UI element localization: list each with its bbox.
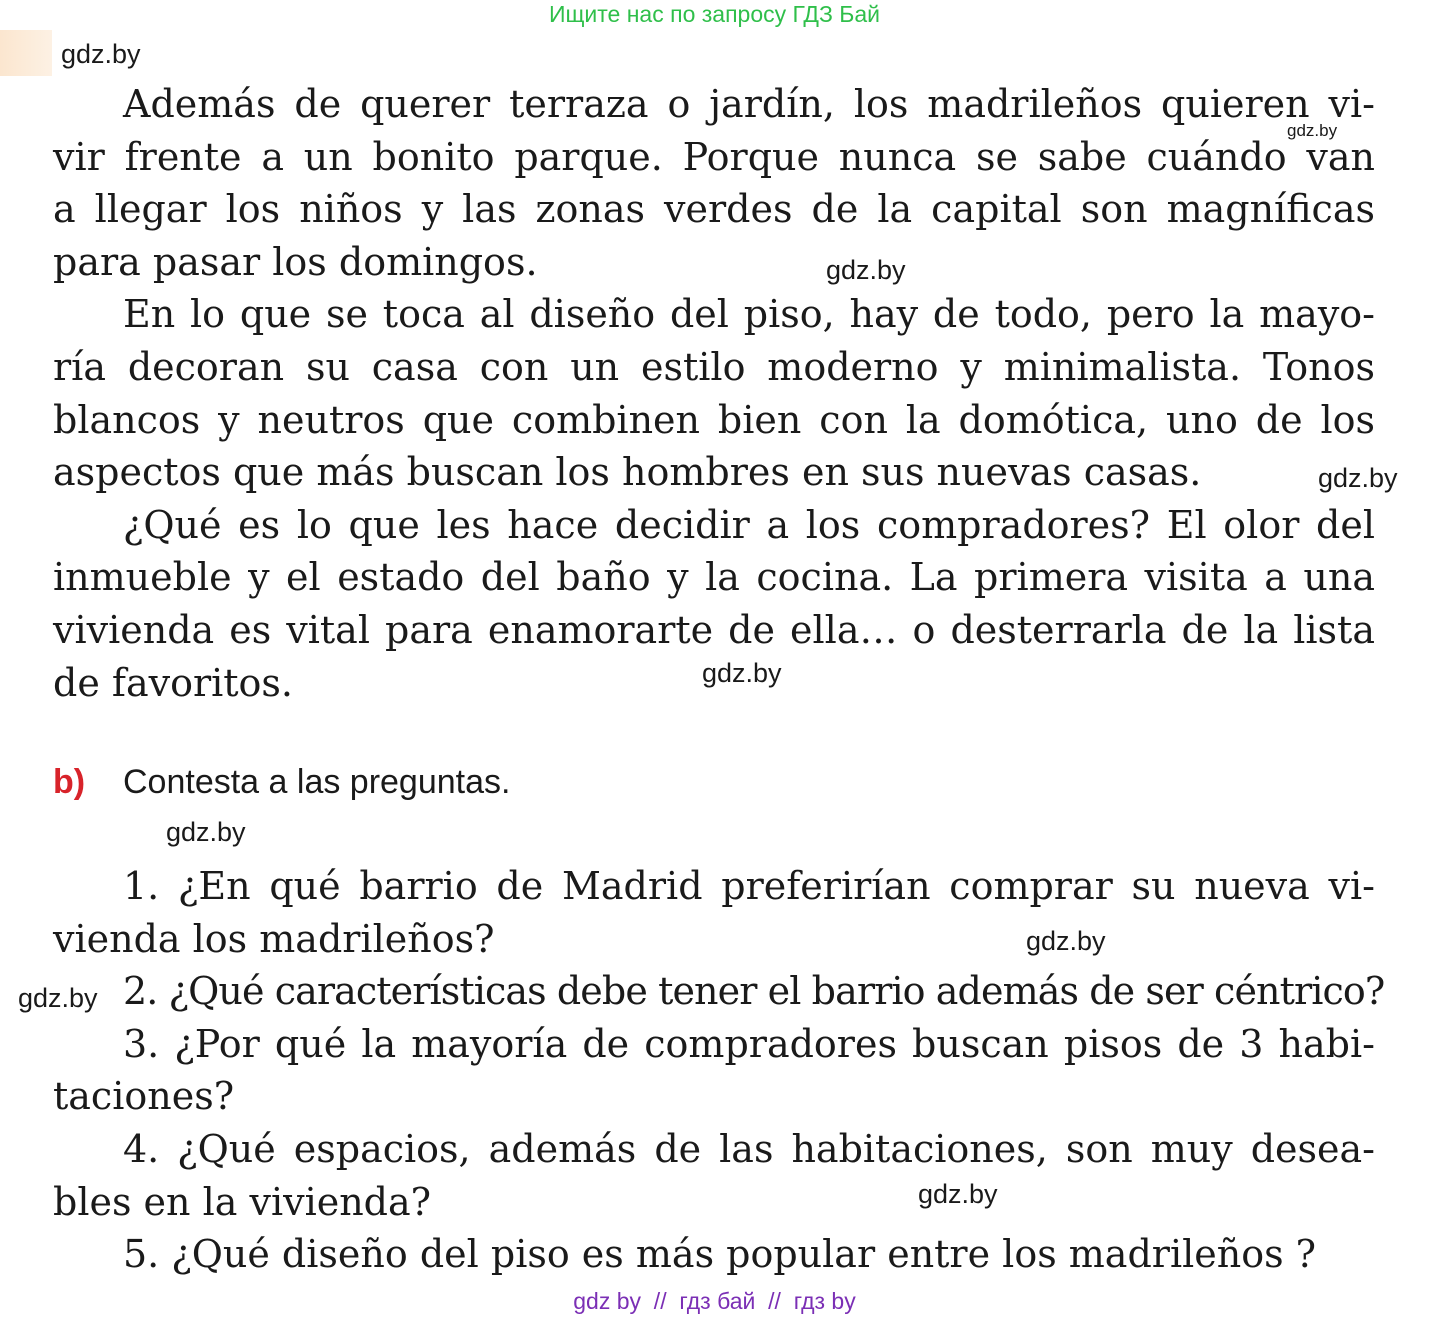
passage-line: blancos y neutros que combinen bien con la domótica, uno de los <box>53 397 1375 442</box>
watermark: gdz.by <box>826 255 906 285</box>
question-number: 4. <box>123 1126 160 1171</box>
question-number: 5. <box>123 1232 160 1277</box>
question-text: ¿Qué características debe tener el barrio además de ser céntrico? <box>168 969 1385 1014</box>
passage-line: para pasar los domingos. <box>53 239 538 284</box>
question-text: ¿Qué diseño del piso es más popular entre los madrileños ? <box>171 1232 1317 1277</box>
watermark: gdz.by <box>1287 121 1338 140</box>
question-number: 2. <box>123 969 158 1014</box>
watermark: gdz.by <box>18 983 98 1013</box>
question-3 <box>53 1018 1375 1071</box>
watermark: gdz.by <box>702 658 782 688</box>
passage-line: inmueble y el estado del baño y la cocina. La primera visita a una <box>53 555 1375 600</box>
passage-line: Además de querer terraza o jardín, los madrileños quieren vi- <box>123 82 1375 126</box>
watermark: gdz.by <box>166 817 246 847</box>
watermark: gdz.by <box>1318 463 1398 493</box>
question-text: ¿Por qué la mayoría de compradores buscan pisos de 3 habi- <box>174 1021 1375 1066</box>
exercise-label: b) <box>53 763 86 801</box>
question-number: 3. <box>123 1021 160 1066</box>
watermark: gdz.by <box>918 1179 998 1209</box>
question-4-cont: bles en la vivienda? <box>53 1179 432 1224</box>
passage-line: ría decoran su casa con un estilo moderno y minimalista. Tonos <box>53 344 1375 389</box>
question-4 <box>53 1123 1375 1176</box>
passage-line: ¿Qué es lo que les hace decidir a los compradores? El olor del <box>123 502 1375 547</box>
passage-line: de favoritos. <box>53 660 294 705</box>
passage-line: vivienda es vital para enamorarte de ella… o desterrarla de la lista <box>53 607 1375 652</box>
question-text: ¿Qué espacios, además de las habitaciones, son muy desea- <box>177 1126 1375 1171</box>
question-1 <box>53 860 1375 913</box>
passage-line: aspectos que más buscan los hombres en sus nuevas casas. <box>53 450 1202 495</box>
footer-watermark <box>0 1286 1429 1316</box>
question-1-cont: vienda los madrileños? <box>53 916 495 961</box>
question-5 <box>53 1228 1375 1281</box>
footer-text: gdz by // гдз бай // гдз by <box>573 1288 856 1314</box>
question-2 <box>53 965 1385 1018</box>
watermark: gdz.by <box>1026 926 1106 956</box>
passage-line: a llegar los niños y las zonas verdes de la capital son magníficas <box>53 187 1375 232</box>
question-number: 1. <box>123 864 160 908</box>
exercise-instruction: Contesta a las preguntas. <box>123 763 511 801</box>
page-corner-tab <box>0 30 52 76</box>
question-3-cont: taciones? <box>53 1074 235 1119</box>
question-text: ¿En qué barrio de Madrid preferirían comprar su nueva vi- <box>178 864 1375 908</box>
passage-line: En lo que se toca al diseño del piso, hay de todo, pero la mayo- <box>123 292 1375 337</box>
question-list <box>53 860 1385 1281</box>
top-banner: Ищите нас по запросу ГДЗ Бай <box>548 1 881 27</box>
passage-line: vir frente a un bonito parque. Porque nunca se sabe cuándo van <box>53 134 1375 179</box>
watermark: gdz.by <box>61 39 141 69</box>
reading-passage <box>53 78 1375 709</box>
